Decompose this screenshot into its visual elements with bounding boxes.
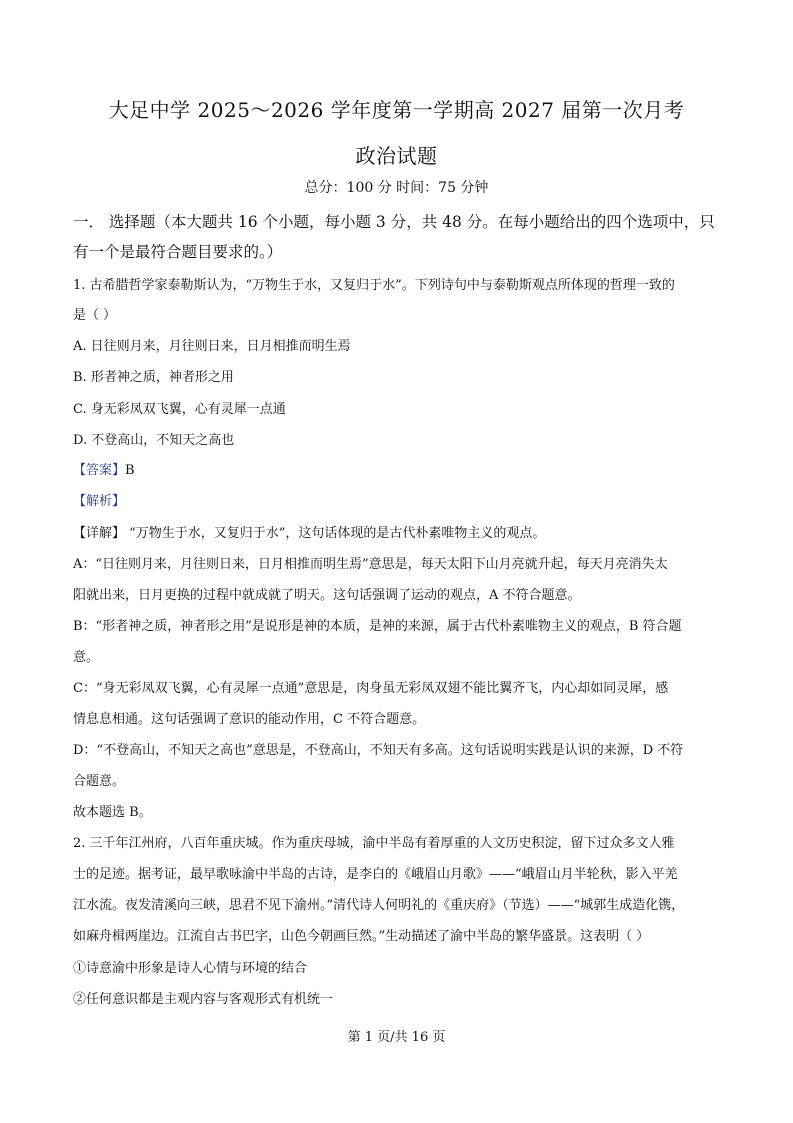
q1-detail-line: A：“日往则月来，月往则日来，日月相推而明生焉”意思是，每天太阳下山月亮就升起，每天月亮消失太 bbox=[73, 557, 668, 572]
score-time-line: 总分：100 分 时间：75 分钟 bbox=[304, 180, 489, 196]
q1-detail-line: 阳就出来，日月更换的过程中就成就了明天。这句话强调了运动的观点，A 不符合题意。 bbox=[73, 588, 581, 603]
answer-tag: 【答案】 bbox=[73, 463, 126, 478]
q1-option-d: D. 不登高山，不知天之高也 bbox=[73, 433, 235, 448]
q1-option-a: A. 日往则月来，月往则日来，日月相推而明生焉 bbox=[73, 339, 351, 354]
page-subtitle: 政治试题 bbox=[355, 144, 438, 168]
page-title: 大足中学 2025～2026 学年度第一学期高 2027 届第一次月考 bbox=[108, 98, 685, 122]
q1-detail-line: 意。 bbox=[73, 650, 100, 665]
section-heading-line-1: 一． 选择题（本大题共 16 个小题，每小题 3 分，共 48 分。在每小题给出的四个选项中，只 bbox=[73, 213, 715, 231]
q1-answer bbox=[73, 459, 135, 478]
q1-detail-line: D：“不登高山，不知天之高也”意思是，不登高山，不知天有多高。这句话说明实践是认识的来源，D 不符 bbox=[73, 743, 684, 758]
q1-detail-line: 合题意。 bbox=[73, 774, 126, 789]
q1-detail-line: 【详解】 “万物生于水，又复归于水”，这句话体现的是古代朴素唯物主义的观点。 bbox=[73, 526, 546, 541]
q1-option-c: C. 身无彩凤双飞翼，心有灵犀一点通 bbox=[73, 402, 286, 417]
q1-detail-line: B：“形者神之质，神者形之用”是说形是神的本质，是神的来源，属于古代朴素唯物主义的观点，B 符合题 bbox=[73, 619, 682, 634]
analysis-tag: 【解析】 bbox=[73, 494, 126, 509]
q1-detail-line: C：“身无彩凤双飞翼，心有灵犀一点通”意思是，肉身虽无彩凤双翅不能比翼齐飞，内心却如同灵犀，感 bbox=[73, 681, 669, 696]
q1-detail-line: 情息息相通。这句话强调了意识的能动作用，C 不符合题意。 bbox=[73, 712, 426, 727]
page-footer: 第 1 页/共 16 页 bbox=[347, 1030, 446, 1045]
q2-stem-line-1: 2. 三千年江州府，八百年重庆城。作为重庆母城，渝中半岛有着厚重的人文历史积淀，留下过众多文人雅 bbox=[73, 836, 675, 851]
q2-stem-line-3: 江水流。夜发清溪向三峡，思君不见下渝州。”清代诗人何明礼的《重庆府》（节选）——“城郭生成造化镌， bbox=[73, 898, 685, 913]
q2-stem-line-2: 士的足迹。据考证，最早歌咏渝中半岛的古诗，是李白的《峨眉山月歌》——“峨眉山月半轮秋，影入平羌 bbox=[73, 867, 678, 882]
q1-stem-line-1: 1. 古希腊哲学家泰勒斯认为，“万物生于水，又复归于水”。下列诗句中与泰勒斯观点所体现的哲理一致的 bbox=[73, 278, 675, 293]
q1-stem-line-2: 是（ ） bbox=[73, 308, 117, 323]
q2-item-1: ①诗意渝中形象是诗人心情与环境的结合 bbox=[73, 961, 308, 976]
q2-stem-line-4: 如麻舟楫两崖边。江流自古书巴字，山色今朝画巨然。”生动描述了渝中半岛的繁华盛景。这表明（ ） bbox=[73, 929, 650, 944]
q2-item-2: ②任何意识都是主观内容与客观形式有机统一 bbox=[73, 992, 334, 1007]
section-heading-line-2: 有一个是最符合题目要求的。） bbox=[73, 243, 283, 261]
q1-option-b: B. 形者神之质，神者形之用 bbox=[73, 370, 234, 385]
q1-conclusion: 故本题选 B。 bbox=[73, 805, 152, 820]
answer-value: B bbox=[125, 463, 135, 478]
